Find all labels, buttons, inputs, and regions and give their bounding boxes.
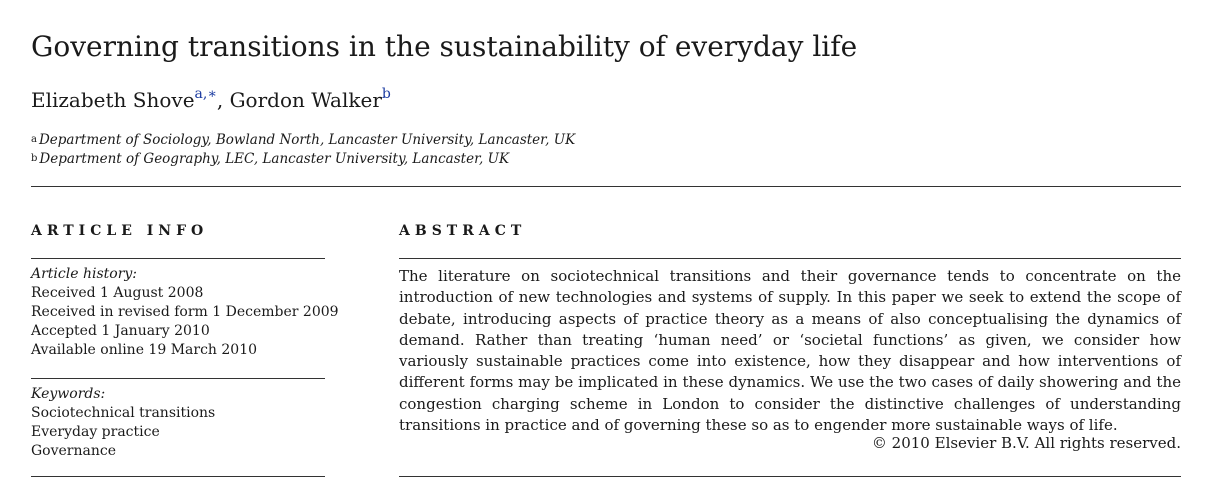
author-separator: ,: [216, 88, 224, 112]
affiliation-item: [31, 150, 575, 169]
article-history-label: Article history:: [31, 266, 138, 282]
abstract-bottom-divider: [399, 476, 1181, 477]
affiliation-mark: a: [31, 134, 37, 145]
author-affiliation-link[interactable]: b: [381, 86, 391, 102]
abstract-heading: ABSTRACT: [399, 223, 527, 239]
article-info-heading: ARTICLE INFO: [31, 223, 209, 239]
affiliation-item: [31, 131, 575, 150]
history-item: Received 1 August 2008: [31, 285, 204, 301]
history-item: Accepted 1 January 2010: [31, 323, 210, 339]
affiliation-text: Department of Sociology, Bowland North, Lancaster University, Lancaster, UK: [38, 132, 576, 148]
affiliations: [31, 131, 575, 169]
keywords-label: Keywords:: [31, 386, 106, 402]
abstract-divider: [399, 258, 1181, 259]
keyword-item: Governance: [31, 443, 117, 459]
article-title: Governing transitions in the sustainability of everyday life: [31, 30, 858, 63]
history-item: Received in revised form 1 December 2009: [31, 304, 339, 320]
affiliation-text: Department of Geography, LEC, Lancaster University, Lancaster, UK: [39, 151, 510, 167]
copyright-notice: © 2010 Elsevier B.V. All rights reserved.: [871, 434, 1181, 452]
header-divider: [31, 186, 1181, 187]
article-info-bottom-divider: [31, 476, 325, 477]
abstract-text: The literature on sociotechnical transitions and their governance tends to concentrate on the introduction of new technologies and systems of supply. In this paper we seek to extend the scope of debate, introducing aspects of practice theory as a means of also conceptualising the dynamics of demand. Rather than treating ‘human need’ or ‘societal functions’ as given, we consider how variously sustainable practices come into existence, how they disappear and how interventions of different forms may be implicated in these dynamics. We use the two cases of daily showering and the congestion charging scheme in London to consider the distinctive challenges of understanding transitions in practice and of governing these so as to engender more sustainable ways of life.: [399, 267, 1181, 435]
keywords: [31, 385, 215, 461]
history-divider: [31, 378, 325, 379]
affiliation-mark: b: [31, 153, 38, 164]
author-name: Elizabeth Shove: [31, 88, 195, 112]
author-list: [31, 88, 391, 112]
author-affiliation-link[interactable]: a,∗: [194, 86, 217, 102]
author-name: Gordon Walker: [229, 88, 382, 112]
keyword-item: Sociotechnical transitions: [31, 405, 216, 421]
article-history: [31, 265, 339, 360]
history-item: Available online 19 March 2010: [31, 342, 258, 358]
article-info-divider: [31, 258, 325, 259]
keyword-item: Everyday practice: [31, 424, 160, 440]
